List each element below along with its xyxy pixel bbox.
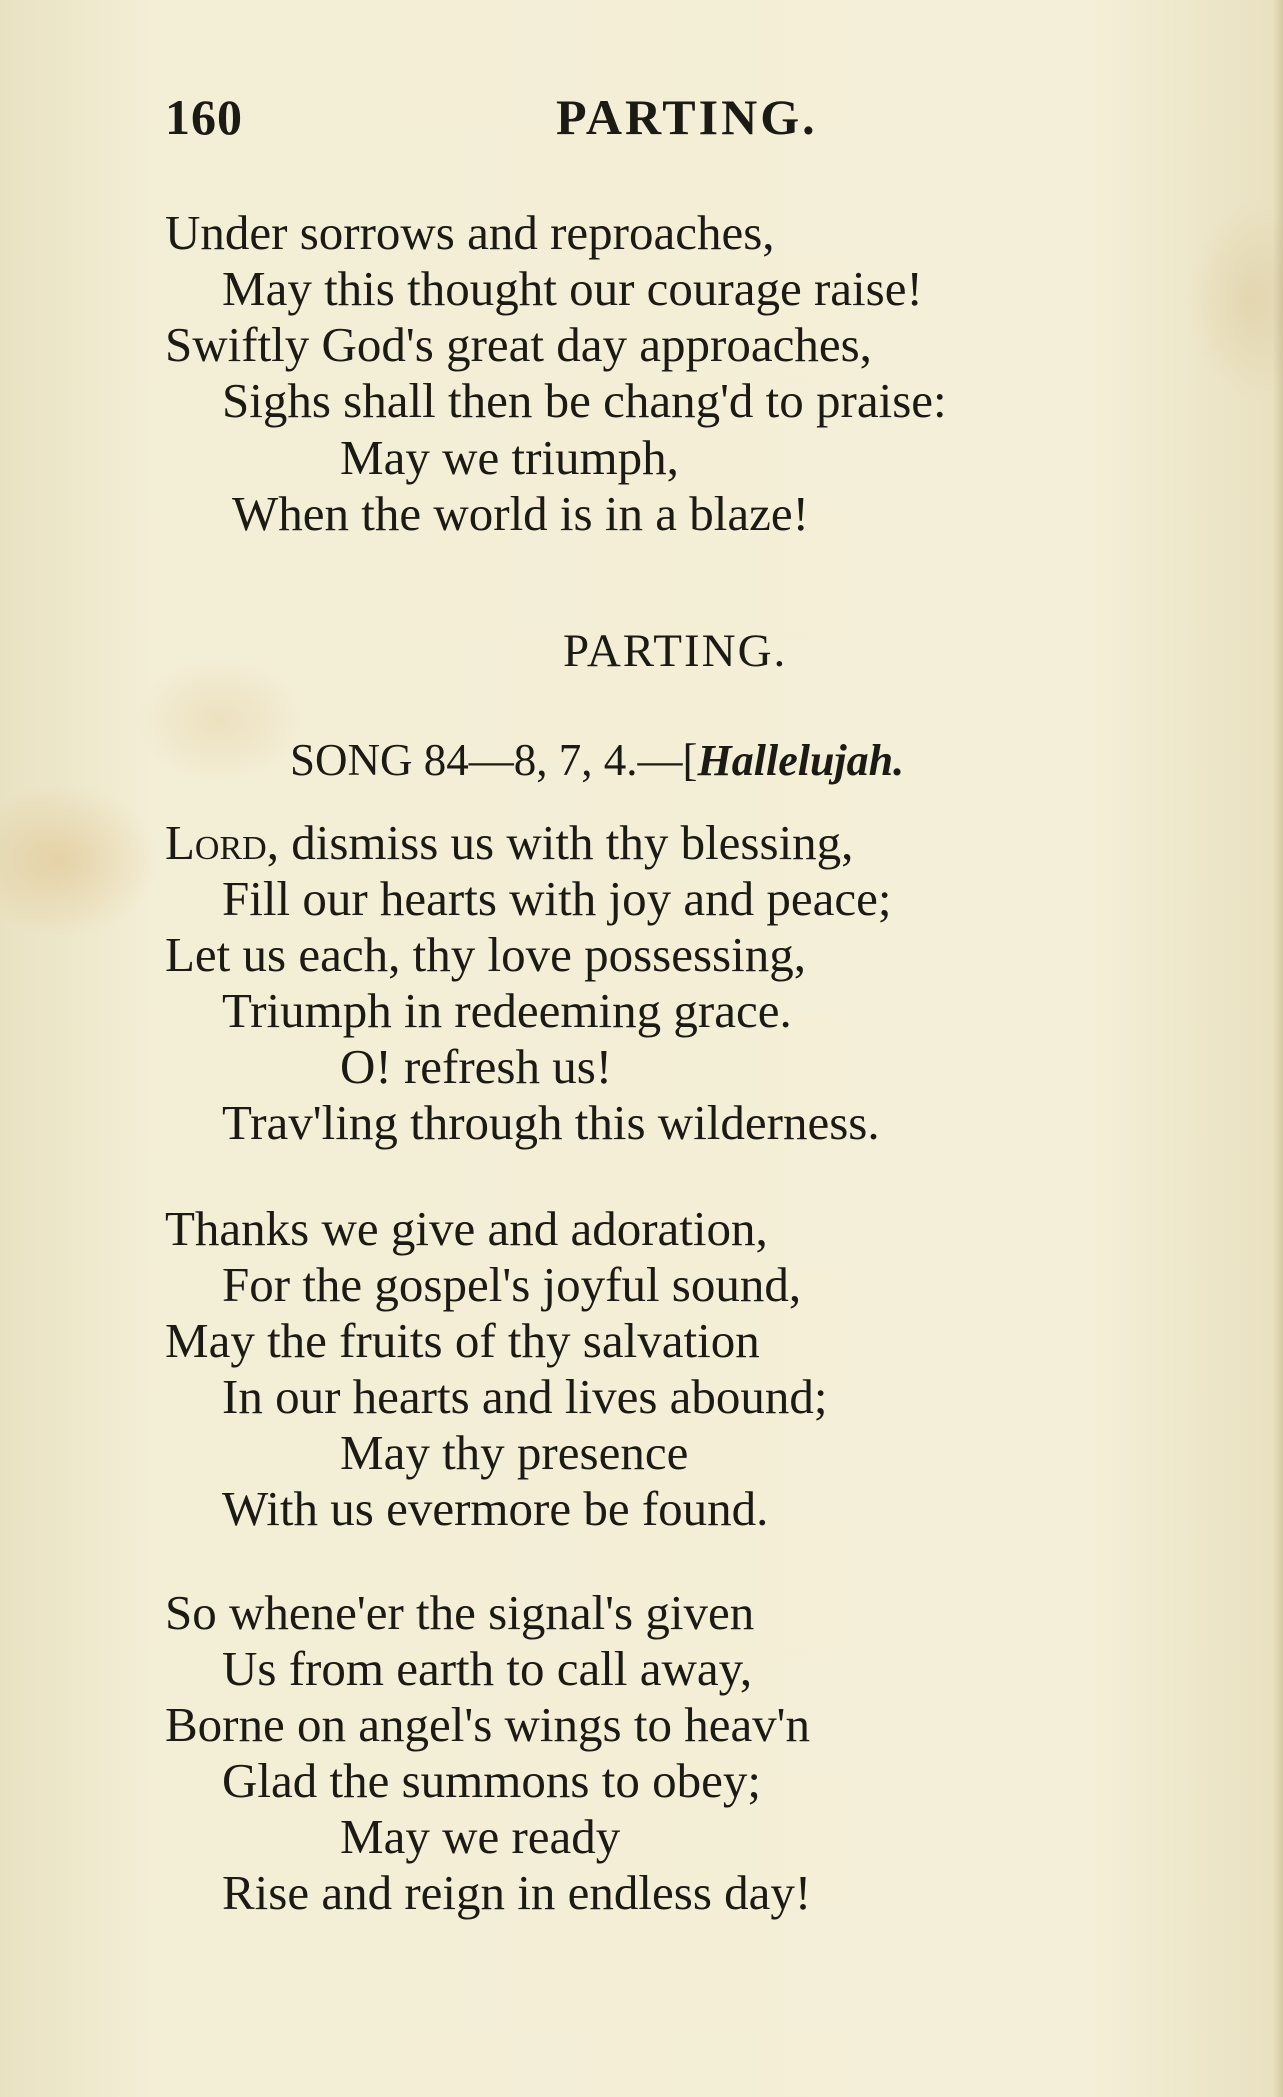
verse-line: May thy presence <box>340 1425 689 1480</box>
verse-line: When the world is in a blaze! <box>232 486 809 541</box>
verse-line: So whene'er the signal's given <box>165 1585 755 1640</box>
verse-line: O! refresh us! <box>340 1039 613 1094</box>
running-title: PARTING. <box>556 89 818 145</box>
verse-line: Lord, dismiss us with thy blessing, <box>165 815 854 870</box>
song-heading <box>290 734 904 786</box>
verse-line: Let us each, thy love possessing, <box>165 927 806 982</box>
song-number-meter: SONG 84—8, 7, 4.—[ <box>290 735 698 785</box>
verse-line: Us from earth to call away, <box>222 1641 753 1696</box>
first-word: Lord <box>165 815 267 870</box>
section-title: PARTING. <box>563 625 788 677</box>
verse-line: Swiftly God's great day approaches, <box>165 317 872 372</box>
verse-line: Borne on angel's wings to heav'n <box>165 1697 811 1752</box>
verse-line: Thanks we give and adoration, <box>165 1201 768 1256</box>
verse-line: Glad the summons to obey; <box>222 1753 761 1808</box>
verse-line: With us evermore be found. <box>222 1481 769 1536</box>
verse-line: May we ready <box>340 1809 621 1864</box>
page-number: 160 <box>165 89 243 145</box>
verse-line: Triumph in redeeming grace. <box>222 983 792 1038</box>
page-header <box>0 88 1283 158</box>
verse-line: Sighs shall then be chang'd to praise: <box>222 373 947 428</box>
verse-line: For the gospel's joyful sound, <box>222 1257 802 1312</box>
verse-line: Rise and reign in endless day! <box>222 1865 812 1920</box>
verse-line: May the fruits of thy salvation <box>165 1313 760 1368</box>
tune-name: Hallelujah. <box>697 736 905 785</box>
verse-line: Under sorrows and reproaches, <box>165 205 775 260</box>
verse-line: May this thought our courage raise! <box>222 261 923 316</box>
verse-line: Fill our hearts with joy and peace; <box>222 871 892 926</box>
verse-line: May we triumph, <box>340 430 679 485</box>
verse-line: In our hearts and lives abound; <box>222 1369 828 1424</box>
verse-line: Trav'ling through this wilderness. <box>222 1095 880 1150</box>
page-edge <box>1273 0 1283 2097</box>
